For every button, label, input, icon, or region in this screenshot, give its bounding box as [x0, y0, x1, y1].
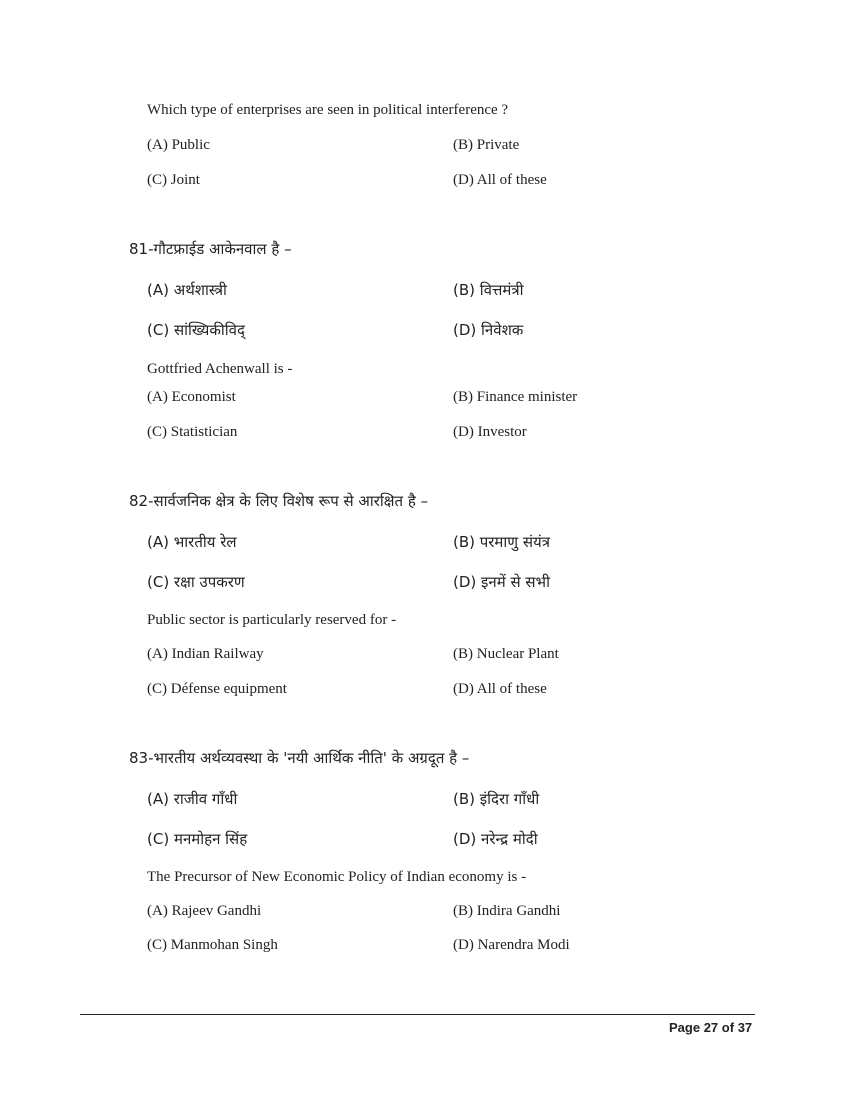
option-c-hindi: [147, 572, 245, 592]
option-label: (B): [453, 137, 473, 153]
option-b-hindi: [453, 532, 550, 552]
current-page: 27: [703, 1020, 719, 1035]
option-label: (D): [453, 172, 474, 188]
page-word: Page: [669, 1020, 701, 1035]
option-text: परमाणु संयंत्र: [479, 533, 551, 551]
option-text: Finance minister: [476, 389, 578, 405]
option-text: Manmohan Singh: [170, 937, 278, 953]
option-text: नरेन्द्र मोदी: [481, 830, 538, 848]
option-label: (A): [147, 533, 169, 551]
option-d: [453, 937, 570, 954]
option-b: [453, 646, 559, 663]
option-label: (B): [453, 533, 475, 551]
option-b: [453, 903, 560, 920]
option-text: Narendra Modi: [477, 937, 570, 953]
option-b-hindi: [453, 789, 539, 809]
option-a-hindi: [147, 280, 227, 300]
option-text: Economist: [171, 389, 236, 405]
option-c: [147, 937, 278, 954]
option-label: (C): [147, 424, 167, 440]
option-label: (A): [147, 389, 168, 405]
page-number: [669, 1020, 752, 1035]
option-text: निवेशक: [481, 321, 524, 339]
option-text: Indira Gandhi: [476, 903, 561, 919]
option-text: Investor: [477, 424, 527, 440]
option-label: (A): [147, 903, 168, 919]
option-label: (C): [147, 937, 167, 953]
option-text: Nuclear Plant: [476, 646, 559, 662]
option-label: (C): [147, 830, 170, 848]
option-label: (A): [147, 137, 168, 153]
total-pages: 37: [737, 1020, 753, 1035]
question-81-heading-hindi: 81-गौटफ्राईड आकेनवाल है –: [129, 240, 292, 258]
option-a-hindi: [147, 789, 237, 809]
option-text: Indian Railway: [171, 646, 264, 662]
question-80-text: Which type of enterprises are seen in political interference ?: [147, 102, 509, 118]
option-label: (D): [453, 321, 477, 339]
of-word: of: [721, 1020, 735, 1035]
question-83-text: The Precursor of New Economic Policy of Indian economy is -: [147, 869, 527, 885]
option-b-hindi: [453, 280, 524, 300]
option-text: वित्तमंत्री: [479, 281, 524, 299]
option-c: [147, 172, 200, 189]
option-text: Rajeev Gandhi: [171, 903, 262, 919]
option-c: [147, 681, 287, 698]
option-label: (D): [453, 830, 477, 848]
option-text: इनमें से सभी: [481, 573, 550, 591]
option-text: राजीव गाँधी: [173, 790, 238, 808]
option-text: मनमोहन सिंह: [173, 830, 248, 848]
option-text: All of these: [476, 681, 547, 697]
footer-divider: [80, 1014, 755, 1015]
option-label: (B): [453, 790, 475, 808]
option-label: (D): [453, 681, 474, 697]
option-text: रक्षा उपकरण: [173, 573, 245, 591]
option-label: (C): [147, 172, 167, 188]
option-b: [453, 389, 577, 406]
option-a-hindi: [147, 532, 237, 552]
option-label: (D): [453, 573, 477, 591]
option-text: Private: [476, 137, 520, 153]
option-d: [453, 681, 547, 698]
option-text: अर्थशास्त्री: [173, 281, 227, 299]
option-text: भारतीय रेल: [173, 533, 237, 551]
question-83-heading-hindi: 83-भारतीय अर्थव्यवस्था के 'नयी आर्थिक नीति' के अग्रदूत है –: [129, 749, 470, 767]
question-82-text: Public sector is particularly reserved for -: [147, 612, 397, 628]
option-b: [453, 137, 519, 154]
option-label: (B): [453, 903, 473, 919]
option-d-hindi: [453, 572, 550, 592]
option-text: Public: [171, 137, 210, 153]
option-c-hindi: [147, 320, 245, 340]
question-82-heading-hindi: 82-सार्वजनिक क्षेत्र के लिए विशेष रूप से आरक्षित है –: [129, 492, 429, 510]
option-d: [453, 172, 547, 189]
option-label: (C): [147, 573, 170, 591]
option-label: (A): [147, 646, 168, 662]
option-text: Défense equipment: [170, 681, 287, 697]
option-d: [453, 424, 527, 441]
option-a: [147, 137, 210, 154]
option-label: (C): [147, 321, 170, 339]
option-d-hindi: [453, 829, 538, 849]
option-label: (A): [147, 281, 169, 299]
option-a: [147, 646, 264, 663]
option-c: [147, 424, 237, 441]
option-text: Statistician: [170, 424, 238, 440]
option-text: सांख्यिकीविद्: [173, 321, 245, 339]
question-81-text: Gottfried Achenwall is -: [147, 361, 293, 377]
option-label: (B): [453, 281, 475, 299]
option-a: [147, 903, 261, 920]
option-label: (B): [453, 646, 473, 662]
option-a: [147, 389, 236, 406]
option-label: (C): [147, 681, 167, 697]
option-text: All of these: [476, 172, 547, 188]
option-label: (A): [147, 790, 169, 808]
option-label: (B): [453, 389, 473, 405]
option-text: इंदिरा गाँधी: [479, 790, 540, 808]
option-text: Joint: [170, 172, 200, 188]
option-label: (D): [453, 424, 474, 440]
option-d-hindi: [453, 320, 523, 340]
option-label: (D): [453, 937, 474, 953]
option-c-hindi: [147, 829, 247, 849]
